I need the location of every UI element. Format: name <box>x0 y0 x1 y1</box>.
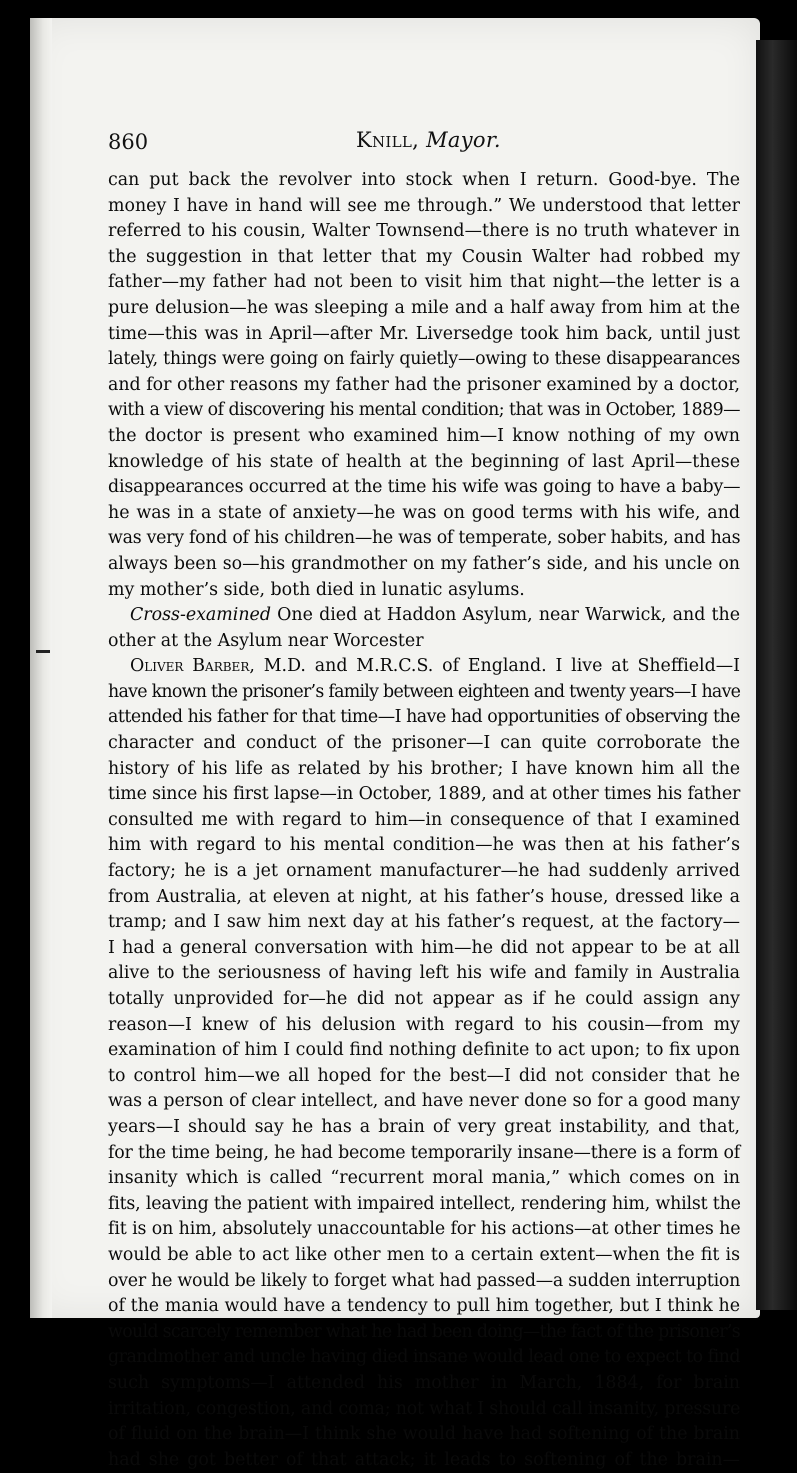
speaker-name: Oliver Barber, <box>130 656 255 677</box>
cross-examined-label: Cross-examined <box>130 605 271 626</box>
text-line: with a view of discovering his mental condition; that was in October, 1889— <box>108 400 740 421</box>
text-line: would scarcely remember what he had been doing—the fact of the prisoner’s <box>108 1321 740 1342</box>
text-line: the doctor is present who examined him—I know nothing of my own <box>108 425 740 446</box>
text-line: irritation, congestion, and coma; not what I should call insanity, pressure <box>108 1398 741 1419</box>
text-line: had she got better of that attack; it leads to softening of the brain— <box>108 1449 740 1470</box>
text-line: consulted me with regard to him—in consequence of that I examined <box>108 809 740 830</box>
running-title-office: Mayor. <box>426 128 501 152</box>
text-line <box>108 654 740 680</box>
text-line: was very fond of his children—he was of temperate, sober habits, and has <box>108 528 741 549</box>
text-line: he was in a state of anxiety—he was on good terms with his wife, and <box>108 502 740 523</box>
margin-mark <box>36 650 50 653</box>
text-line: reason—I knew of his delusion with regard to his cousin—from my <box>108 1014 740 1035</box>
text-line: fit is on him, absolutely unaccountable for his actions—at other times he <box>108 1219 741 1240</box>
text-line: have known the prisoner’s family between eighteen and twenty years—I have <box>108 681 741 702</box>
body-text <box>108 168 740 1473</box>
text-line: to control him—we all hoped for the best—I did not consider that he <box>108 1065 740 1086</box>
text-line: attended his father for that time—I have had opportunities of observing the <box>108 707 740 728</box>
text-line: was a person of clear intellect, and have never done so for a good many <box>108 1091 740 1112</box>
text-line: factory; he is a jet ornament manufacturer—he had suddenly arrived <box>108 861 740 882</box>
text-line: and for other reasons my father had the prisoner examined by a doctor, <box>108 374 740 395</box>
text-line: time since his first lapse—in October, 1889, and at other times his father <box>108 784 741 805</box>
text-line: disappearances occurred at the time his wife was going to have a baby— <box>108 477 741 498</box>
text-line: him with regard to his mental condition—he was then at his father’s <box>108 835 740 856</box>
paragraph-testimony-doctor <box>108 654 740 1473</box>
text-line: time—this was in April—after Mr. Liversedge took him back, until just <box>108 323 740 344</box>
text-line: lately, things were going on fairly quietly—owing to these disappearances <box>108 349 740 370</box>
text-line: other at the Asylum near Worcester <box>108 630 424 651</box>
text-line: the suggestion in that letter that my Cousin Walter had robbed my <box>108 246 740 267</box>
page-number: 860 <box>108 130 149 154</box>
text-line: examination of him I could find nothing definite to act upon; to fix upon <box>108 1040 740 1061</box>
text-line: would be able to act like other men to a certain extent—when the fit is <box>108 1244 740 1265</box>
text-line: father—my father had not been to visit him that night—the letter is a <box>108 272 740 293</box>
text-line: can put back the revolver into stock when I return. Good-bye. The <box>108 170 740 190</box>
text-line: referred to his cousin, Walter Townsend—there is no truth whatever in <box>108 221 740 242</box>
text-line: grandmother and uncle having died insane would lead one to expect to find <box>108 1347 740 1368</box>
adjacent-page-edge <box>756 40 797 1310</box>
cross-examined-text: One died at Haddon Asylum, near Warwick, and the <box>277 605 740 626</box>
text-line: fits, leaving the patient with impaired intellect, rendering him, whilst the <box>108 1193 741 1214</box>
text-line: insanity which is called “recurrent moral mania,” which comes on in <box>108 1168 740 1189</box>
text-line: my mother’s side, both died in lunatic asylums. <box>108 579 525 600</box>
text-line: I had a general conversation with him—he did not appear to be at all <box>108 937 740 958</box>
text-line: character and conduct of the prisoner—I can quite corroborate the <box>108 733 740 754</box>
text-line: over he would be likely to forget what had passed—a sudden interruption <box>108 1270 741 1291</box>
text-line: tramp; and I saw him next day at his father’s request, at the factory— <box>108 912 740 933</box>
text-line: totally unprovided for—he did not appear as if he could assign any <box>108 989 740 1009</box>
running-title <box>356 128 501 152</box>
text-line <box>108 603 740 629</box>
text-line: always been so—his grandmother on my father’s side, and his uncle on <box>108 553 740 574</box>
text-line: knowledge of his state of health at the beginning of last April—these <box>108 451 740 472</box>
text-line: money I have in hand will see me through.” We understood that letter <box>108 195 740 216</box>
text-line: for the time being, he had become temporarily insane—there is a form of <box>108 1142 740 1163</box>
page-gutter-shadow <box>30 18 52 1318</box>
text-line: such symptoms—I attended his mother in March, 1884, for brain <box>108 1372 740 1393</box>
text-line: years—I should say he has a brain of very great instability, and that, <box>108 1116 740 1137</box>
text-line: pure delusion—he was sleeping a mile and a half away from him at the <box>108 297 740 318</box>
text-line: of fluid on the brain—I think she would have had softening of the brain <box>108 1424 740 1445</box>
text-line: from Australia, at eleven at night, at his father’s house, dressed like a <box>108 886 740 907</box>
text-line: history of his life as related by his brother; I have known him all the <box>108 758 740 779</box>
paragraph-testimony-brother <box>108 168 740 603</box>
text-line: alive to the seriousness of having left his wife and family in Australia <box>108 963 740 984</box>
running-title-name: Knill, <box>356 128 420 152</box>
text-line: of the mania would have a tendency to pull him together, but I think he <box>108 1296 740 1317</box>
speaker-credentials: M.D. and M.R.C.S. of England. I live at Sheffield—I <box>263 656 741 677</box>
running-head <box>108 126 728 158</box>
paragraph-cross-examination <box>108 603 740 654</box>
